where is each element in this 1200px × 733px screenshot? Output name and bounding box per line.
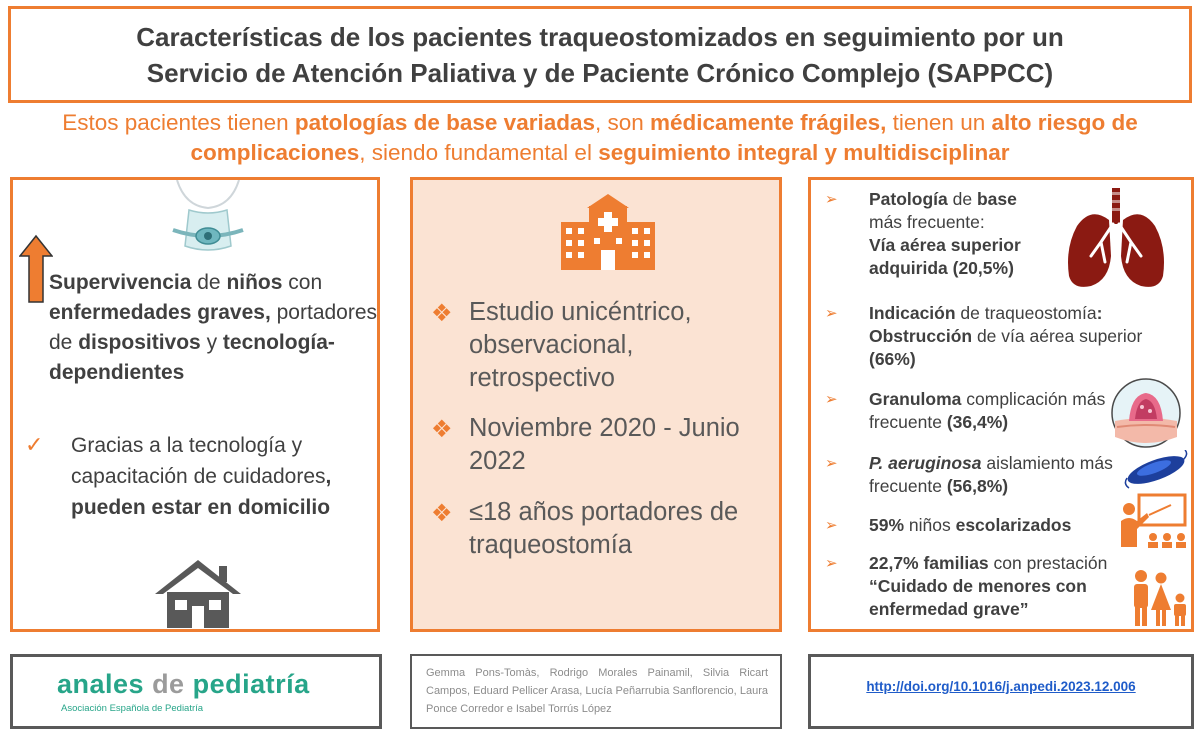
result-part: complicación más frecuente — [869, 389, 1106, 432]
result-item — [825, 302, 1190, 371]
neck-trach-icon — [163, 180, 253, 260]
title-line-2: Servicio de Atención Paliativa y de Paciente Crónico Complejo (SAPPCC) — [146, 57, 1054, 88]
summary-bold: seguimiento integral y multidisciplinar — [598, 140, 1010, 165]
house-icon — [153, 558, 243, 630]
summary-bold: médicamente frágiles, — [650, 110, 887, 135]
result-bold: 22,7% familias — [869, 553, 989, 573]
result-bold: P. aeruginosa — [869, 453, 982, 473]
result-item — [825, 514, 1125, 537]
result-part: más frecuente: — [869, 212, 985, 232]
result-part: niños — [904, 515, 956, 535]
result-bold: escolarizados — [955, 515, 1072, 535]
journal-logo-box — [10, 654, 382, 729]
summary-bold: alto riesgo de complicaciones — [190, 110, 1138, 165]
result-item — [825, 452, 1125, 498]
survival-bold: tecnología-dependientes — [49, 331, 335, 384]
survival-part: y — [200, 331, 223, 354]
family-icon — [1129, 568, 1189, 628]
result-bold: : — [1096, 303, 1103, 323]
arrow-bullet-icon: ➢ — [825, 305, 838, 322]
result-bold: (66%) — [869, 349, 916, 369]
result-bold: Patología — [869, 189, 948, 209]
survival-bold: niños — [226, 271, 283, 294]
result-part: aislamiento más frecuente — [869, 453, 1113, 496]
result-item-text — [825, 188, 1070, 280]
result-item-text — [825, 388, 1115, 434]
diamond-bullet-icon: ❖ — [431, 300, 453, 327]
result-bold: 59% — [869, 515, 905, 535]
diamond-bullet-icon: ❖ — [431, 416, 453, 443]
arrow-bullet-icon: ➢ — [825, 555, 838, 572]
survival-part: portadores de — [49, 301, 378, 354]
panel-methods — [410, 177, 782, 632]
result-item-text — [825, 552, 1145, 621]
result-bold: Indicación — [869, 303, 956, 323]
home-care-bold: , pueden estar en domicilio — [71, 465, 332, 519]
methods-item-text: Estudio unicéntrico, observacional, retrospectivo — [469, 298, 692, 392]
result-item-text — [825, 302, 1190, 371]
logo-part: de — [152, 669, 193, 699]
survival-part: de — [191, 271, 227, 294]
methods-item — [431, 412, 771, 478]
hospital-icon — [557, 192, 659, 270]
survival-text — [49, 268, 379, 388]
doi-link[interactable]: http://doi.org/10.1016/j.anpedi.2023.12.006 — [866, 679, 1136, 694]
result-part: de — [947, 189, 977, 209]
survival-bold: dispositivos — [78, 331, 201, 354]
diamond-bullet-icon: ❖ — [431, 500, 453, 527]
survival-part: con — [282, 271, 323, 294]
summary-part: tienen un — [886, 110, 992, 135]
result-bold: Granuloma — [869, 389, 962, 409]
checkmark-icon: ✓ — [25, 432, 44, 457]
arrow-up-icon — [19, 234, 53, 304]
summary-part: , son — [595, 110, 651, 135]
arrow-bullet-icon: ➢ — [825, 517, 838, 534]
methods-item — [431, 496, 771, 562]
summary-bold: patologías de base variadas — [294, 110, 595, 135]
panel-survival — [10, 177, 380, 632]
home-care-text — [71, 430, 376, 523]
granuloma-icon — [1107, 377, 1185, 449]
methods-item — [431, 296, 771, 395]
journal-logo-subtitle: Asociación Española de Pediatría — [61, 703, 204, 714]
logo-part: anales — [57, 669, 153, 699]
home-care-part: Gracias a la tecnología y capacitación de cuidadores — [71, 434, 326, 488]
result-bold: base — [976, 189, 1017, 209]
authors-text: Gemma Pons-Tomàs, Rodrigo Morales Painamil, Silvia Ricart Campos, Eduard Pellicer Arasa, Lucía Peñarrubia Sanflorencio, Laura Ponce Corredor e Isabel Torrús López — [426, 667, 768, 715]
result-item-text — [825, 514, 1125, 537]
arrow-bullet-icon: ➢ — [825, 191, 838, 208]
result-bold: (56,8%) — [946, 476, 1009, 496]
result-item-text — [825, 452, 1125, 498]
bacteria-icon — [1121, 450, 1191, 490]
result-bold: “Cuidado de menores con enfermedad grave” — [869, 576, 1087, 619]
lungs-icon — [1061, 186, 1171, 294]
teacher-icon — [1119, 493, 1189, 549]
result-bold: (36,4%) — [946, 412, 1009, 432]
result-part: de vía aérea superior — [972, 326, 1143, 346]
result-part: con prestación — [988, 553, 1108, 573]
journal-logo — [57, 669, 310, 700]
panel-results — [808, 177, 1194, 632]
summary-part: Estos pacientes tienen — [62, 110, 295, 135]
logo-part: pediatría — [192, 669, 310, 699]
survival-bold: Supervivencia — [49, 271, 192, 294]
authors-box — [410, 654, 782, 729]
result-part: de traqueostomía — [955, 303, 1097, 323]
title-line-1: Características de los pacientes traqueostomizados en seguimiento por un — [136, 21, 1064, 52]
survival-bold: enfermedades graves, — [49, 301, 271, 324]
title-box — [8, 6, 1192, 103]
arrow-bullet-icon: ➢ — [825, 455, 838, 472]
result-bold: Obstrucción — [869, 326, 973, 346]
summary-text — [10, 108, 1190, 168]
arrow-bullet-icon: ➢ — [825, 391, 838, 408]
result-item — [825, 552, 1145, 621]
result-bold: Vía aérea superior adquirida (20,5%) — [869, 235, 1021, 278]
methods-item-text: ≤18 años portadores de traqueostomía — [469, 498, 739, 559]
result-item — [825, 188, 1070, 280]
result-item — [825, 388, 1115, 434]
methods-item-text: Noviembre 2020 - Junio 2022 — [469, 414, 740, 475]
doi-box — [808, 654, 1194, 729]
summary-part: , siendo fundamental el — [359, 140, 599, 165]
